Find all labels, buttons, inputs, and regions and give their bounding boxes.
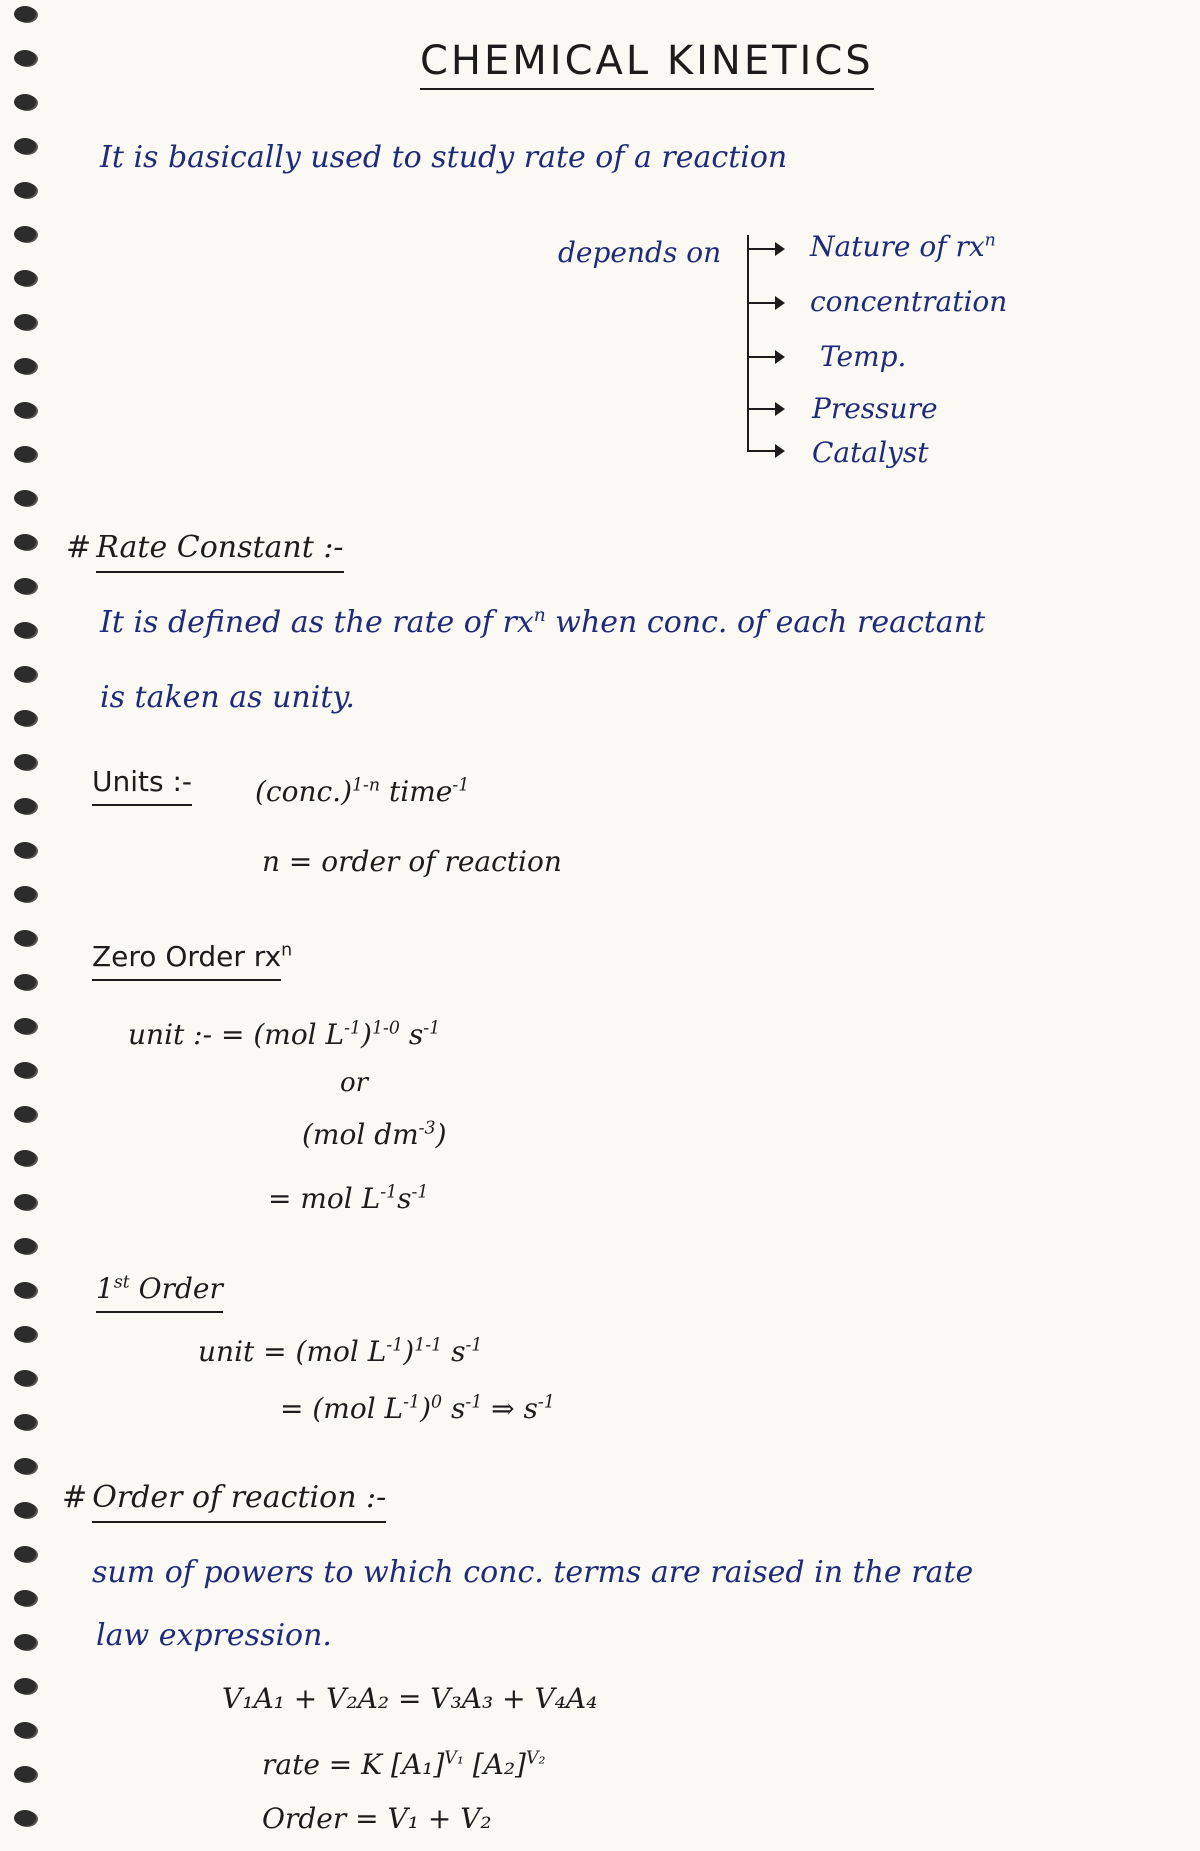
depends-on-label: depends on [558,236,722,269]
first-order-heading: 1st Order [96,1272,223,1305]
spiral-hole [14,1194,36,1210]
spiral-hole [14,710,36,726]
spiral-hole [14,1150,36,1166]
spiral-hole [14,622,36,638]
spiral-hole [14,138,36,154]
spiral-hole [14,1106,36,1122]
spiral-hole [14,798,36,814]
spiral-hole [14,1238,36,1254]
first-order-unit-line1: unit = (mol $L^{-1})^{1-1}$ $s^{-1}$ [198,1335,483,1368]
factor-item: Temp. [820,340,907,373]
spiral-binding [0,0,50,1851]
spiral-hole [14,1458,36,1474]
spiral-hole [14,182,36,198]
spiral-hole [14,402,36,418]
spiral-hole [14,974,36,990]
spiral-hole [14,490,36,506]
spiral-hole [14,314,36,330]
rate-constant-definition-line2: is taken as unity. [100,680,355,715]
branch-line [747,235,749,450]
spiral-hole [14,1722,36,1738]
spiral-hole [14,1634,36,1650]
arrow-icon [747,450,781,452]
zero-order-unit-result: = mol $L^{-1}s^{-1}$ [268,1182,429,1215]
spiral-hole [14,842,36,858]
arrow-icon [747,408,781,410]
spiral-hole [14,446,36,462]
intro-line: It is basically used to study rate of a reaction [100,140,788,175]
order-definition-line1: sum of powers to which conc. terms are raised in the rate [92,1555,974,1590]
spiral-hole [14,578,36,594]
zero-order-unit-line1: unit :- = (mol $L^{-1})^{1-0}$ $s^{-1}$ [128,1018,441,1051]
factor-item: concentration [810,285,1008,318]
spiral-hole [14,1678,36,1694]
arrow-icon [747,248,781,250]
spiral-hole [14,1282,36,1298]
rate-law: rate = K $[A_1]^{V_1}$ $[A_2]^{V_2}$ [262,1748,546,1781]
zero-order-heading: Zero Order $rx^n$ [92,940,292,973]
rate-constant-heading: # Rate Constant :- [66,530,344,565]
spiral-hole [14,666,36,682]
zero-order-unit-alt: (mol $dm^{-3}$) [302,1118,447,1151]
arrow-icon [747,302,781,304]
order-note: n = order of reaction [262,845,562,878]
spiral-hole [14,1546,36,1562]
reaction-equation: V₁A₁ + V₂A₂ = V₃A₃ + V₄A₄ [222,1682,598,1715]
spiral-hole [14,50,36,66]
factor-item: Pressure [812,392,938,425]
spiral-hole [14,358,36,374]
spiral-hole [14,754,36,770]
spiral-hole [14,1370,36,1386]
spiral-hole [14,1766,36,1782]
spiral-hole [14,1326,36,1342]
spiral-hole [14,930,36,946]
units-formula: (conc.)$^{1-n}$ time$^{-1}$ [255,775,470,808]
spiral-hole [14,1062,36,1078]
units-label: Units :- [92,765,192,798]
arrow-icon [747,356,781,358]
spiral-hole [14,270,36,286]
spiral-hole [14,534,36,550]
order-sum: Order = V₁ + V₂ [262,1802,492,1835]
rate-constant-definition-line1: It is defined as the rate of $rx^n$ when conc. of each reactant [100,605,986,640]
spiral-hole [14,1502,36,1518]
page-title: CHEMICAL KINETICS [420,38,874,90]
spiral-hole [14,886,36,902]
spiral-hole [14,226,36,242]
order-definition-line2: law expression. [96,1618,332,1653]
spiral-hole [14,1590,36,1606]
spiral-hole [14,1018,36,1034]
spiral-hole [14,94,36,110]
factor-item: Catalyst [812,436,929,469]
spiral-hole [14,6,36,22]
factor-item: Nature of $rx^n$ [810,230,996,263]
order-of-reaction-heading: # Order of reaction :- [62,1480,386,1515]
or-text: or [340,1068,369,1098]
spiral-hole [14,1810,36,1826]
spiral-hole [14,1414,36,1430]
first-order-unit-line2: = (mol $L^{-1})^0$ $s^{-1}$ ⇒ $s^{-1}$ [280,1392,555,1425]
